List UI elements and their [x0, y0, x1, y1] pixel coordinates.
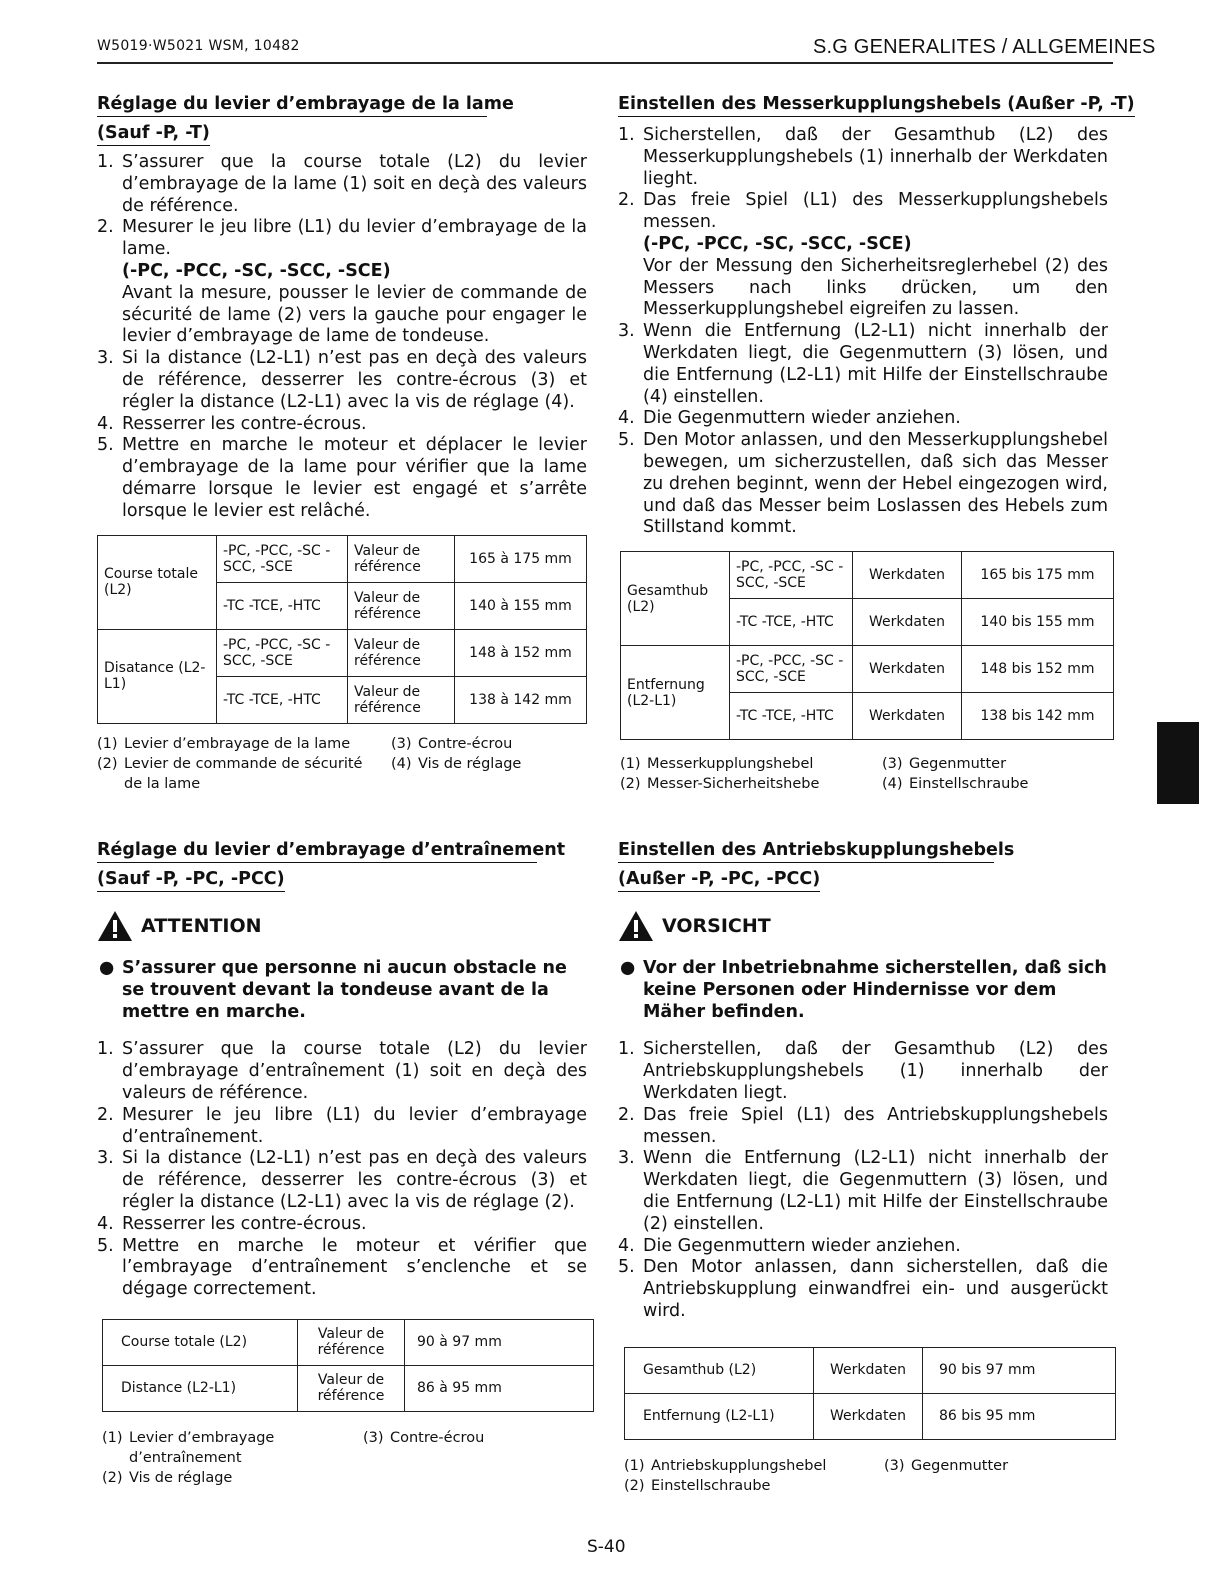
de-s1-step-4: 4. Die Gegenmuttern wieder anziehen.: [618, 408, 961, 429]
table-cell: 138 à 142 mm: [455, 676, 587, 723]
table-cell: Valeur de référence: [298, 1319, 405, 1365]
header-right: S.G GENERALITES / ALLGEMEINES: [813, 36, 1156, 58]
fr-s1-spec-table: [97, 535, 587, 724]
de-s1-spec-table: [620, 551, 1114, 740]
table-cell: 148 bis 152 mm: [962, 646, 1114, 693]
table-cell: Valeur de référence: [298, 1365, 405, 1411]
de-s2-step-4: 4. Die Gegenmuttern wieder anziehen.: [618, 1235, 961, 1256]
de-s1-group-distance: Entfernung (L2-L1): [621, 646, 730, 740]
table-cell: 86 bis 95 mm: [923, 1393, 1116, 1439]
fr-s1-steps: [97, 152, 587, 523]
de-s1-step-2-models: (-PC, -PCC, -SC, -SCC, -SCE): [643, 233, 912, 254]
table-cell: Werkdaten: [853, 693, 962, 740]
de-s2-warning-label: VORSICHT: [662, 915, 771, 937]
table-cell: -TC -TCE, -HTC: [730, 693, 853, 740]
fr-s1-step-3: 3. Si la distance (L2-L1) n’est pas en deçà des valeurs de référence, desserrer les contre-écrous (3) et régler la distance (L2-L1) avec la vis de réglage (4).: [97, 348, 587, 412]
de-s1-step-2-note: Vor der Messung den Sicherheitsreglerhebel (2) des Messers nach links drücken, um den Messerkupplungshebel eigreifen zu lassen.: [643, 255, 1108, 320]
header-left: W5019·W5021 WSM, 10482: [97, 38, 300, 54]
table-cell: Werkdaten: [814, 1393, 923, 1439]
legend-item: (3) Gegenmutter: [884, 1457, 1009, 1474]
table-cell: 90 bis 97 mm: [923, 1347, 1116, 1393]
table-cell: Valeur de référence: [348, 676, 455, 723]
fr-s1-step-5: 5. Mettre en marche le moteur et déplacer le levier d’embrayage de la lame pour vérifier que la lame démarre lorsque le levier est engagé et s’arrête lorsque le levier est relâché.: [97, 435, 587, 521]
table-cell: Werkdaten: [853, 552, 962, 599]
legend-item: (2) Messer-Sicherheitshebe: [620, 776, 820, 793]
fr-s1-step-2-note: Avant la mesure, pousser le levier de commande de sécurité de lame (2) vers la gauche pour engager le levier d’embrayage de lame de tondeuse.: [122, 282, 587, 347]
table-cell: Course totale (L2): [103, 1319, 298, 1365]
table-cell: 86 à 95 mm: [405, 1365, 594, 1411]
table-cell: Werkdaten: [814, 1347, 923, 1393]
table-cell: -PC, -PCC, -SC -SCC, -SCE: [730, 552, 853, 599]
fr-s2-title-line2: (Sauf -P, -PC, -PCC): [97, 869, 285, 892]
fr-s2-step-4: 4. Resserrer les contre-écrous.: [97, 1213, 367, 1234]
de-s2-step-5: 5. Den Motor anlassen, dann sicherstellen, daß die Antriebskupplung einwandfrei ein- und ausgerückt wird.: [618, 1257, 1108, 1321]
fr-s1-legend: [97, 734, 587, 794]
fr-s2-steps: [97, 1039, 587, 1301]
fr-s1-step-1: 1. S’assurer que la course totale (L2) du levier d’embrayage de la lame (1) soit en deçà des valeurs de référence.: [97, 152, 587, 216]
fr-s2-step-3: 3. Si la distance (L2-L1) n’est pas en deçà des valeurs de référence, desserrer les contre-écrous (3) et régler la distance (L2-L1) avec la vis de réglage (2).: [97, 1148, 587, 1212]
legend-item: (1) Messerkupplungshebel: [620, 756, 814, 773]
table-cell: 140 à 155 mm: [455, 582, 587, 629]
table-cell: -PC, -PCC, -SC -SCC, -SCE: [730, 646, 853, 693]
de-s2-safety-bullet: ● Vor der Inbetriebnahme sicherstellen, daß sich keine Personen oder Hindernisse vor dem Mäher befinden.: [620, 958, 1107, 1022]
section-tab-marker: [1157, 722, 1199, 804]
fr-s1-step-2: 2. Mesurer le jeu libre (L1) du levier d’embrayage de la lame. (-PC, -PCC, -SC, -SCC, -SCE) Avant la mesure, pousser le levier de commande de sécurité de lame (2) vers la gauche pour engager le levier d’embrayage de lame de tondeuse.: [97, 217, 587, 347]
fr-s1-title-line2: (Sauf -P, -T): [97, 123, 210, 146]
de-section-drive-clutch: [618, 840, 1108, 1500]
fr-s2-spec-table: [102, 1319, 594, 1412]
table-cell: -PC, -PCC, -SC -SCC, -SCE: [217, 535, 348, 582]
table-cell: 148 à 152 mm: [455, 629, 587, 676]
de-s1-step-1: 1. Sicherstellen, daß der Gesamthub (L2) des Messerkupplungshebels (1) innerhalb der Werkdaten lieght.: [618, 125, 1108, 189]
fr-s1-step-2-models: (-PC, -PCC, -SC, -SCC, -SCE): [122, 260, 391, 281]
table-cell: Werkdaten: [853, 646, 962, 693]
table-cell: 165 bis 175 mm: [962, 552, 1114, 599]
de-s1-steps: [618, 125, 1108, 539]
page-number: S-40: [587, 1537, 626, 1557]
fr-s2-step-1: 1. S’assurer que la course totale (L2) du levier d’embrayage d’entraînement (1) soit en deçà des valeurs de référence.: [97, 1039, 587, 1103]
fr-s2-title-line1: Réglage du levier d’embrayage d’entraînement: [97, 840, 537, 863]
table-cell: -TC -TCE, -HTC: [217, 582, 348, 629]
fr-s2-safety-bullet: ● S’assurer que personne ni aucun obstacle ne se trouvent devant la tondeuse avant de la mettre en marche.: [99, 958, 567, 1022]
legend-item: (3) Contre-écrou: [363, 1429, 485, 1446]
de-s2-title-line1: Einstellen des Antriebskupplungshebels: [618, 840, 994, 863]
de-s1-step-5: 5. Den Motor anlassen, und den Messerkupplungshebel bewegen, um sicherzustellen, daß sich das Messer zu drehen beginnt, wenn der Hebel eingezogen wird, und daß das Messer beim Loslassen des Hebels zum Stillstand kommt.: [618, 430, 1108, 538]
legend-item: (3) Gegenmutter: [882, 756, 1007, 773]
de-s2-legend: [618, 1456, 1108, 1500]
de-s2-step-1: 1. Sicherstellen, daß der Gesamthub (L2) des Antriebskupplungshebels (1) innerhalb der Werkdaten liegt.: [618, 1039, 1108, 1103]
de-s1-title: Einstellen des Messerkupplungshebels (Außer -P, -T): [618, 94, 1135, 117]
warning-triangle-icon: [618, 910, 654, 942]
fr-s1-group-total: Course totale (L2): [98, 535, 217, 629]
legend-item: (2) Vis de réglage: [102, 1469, 233, 1486]
de-s1-step-3: 3. Wenn die Entfernung (L2-L1) nicht innerhalb der Werkdaten liegt, die Gegenmuttern (3) lösen, und die Entfernung (L2-L1) mit Hilfe der Einstellschraube (4) einstellen.: [618, 321, 1108, 407]
fr-s2-legend: [97, 1428, 587, 1488]
legend-item: (1) Levier d’embrayage d’entraînement: [102, 1429, 275, 1466]
de-s2-step-3: 3. Wenn die Entfernung (L2-L1) nicht innerhalb der Werkdaten liegt, die Gegenmuttern (3) lösen, und die Entfernung (L2-L1) mit Hilfe der Einstellschraube (2) einstellen.: [618, 1148, 1108, 1234]
legend-item: (2) Einstellschraube: [624, 1477, 771, 1494]
de-s1-step-2: 2. Das freie Spiel (L1) des Messerkupplungshebels messen. (-PC, -PCC, -SC, -SCC, -SCE) Vor der Messung den Sicherheitsreglerhebel (2) des Messers nach links drücken, um den Messerkupplungshebel eigreifen zu lassen.: [618, 190, 1108, 320]
fr-s1-title-line1: Réglage du levier d’embrayage de la lame: [97, 94, 487, 117]
fr-section-blade-clutch: [97, 94, 587, 794]
table-cell: Valeur de référence: [348, 535, 455, 582]
fr-s2-warning: [97, 910, 587, 942]
de-s1-legend: [618, 754, 1108, 798]
legend-item: (4) Einstellschraube: [882, 776, 1029, 793]
legend-item: (3) Contre-écrou: [391, 735, 513, 752]
table-cell: Entfernung (L2-L1): [625, 1393, 814, 1439]
table-cell: 138 bis 142 mm: [962, 693, 1114, 740]
fr-section-drive-clutch: [97, 840, 587, 1488]
table-cell: 165 à 175 mm: [455, 535, 587, 582]
table-cell: Valeur de référence: [348, 629, 455, 676]
de-s2-spec-table: [624, 1347, 1116, 1440]
de-s2-steps: [618, 1039, 1108, 1322]
table-cell: Werkdaten: [853, 599, 962, 646]
table-cell: Gesamthub (L2): [625, 1347, 814, 1393]
warning-triangle-icon: [97, 910, 133, 942]
legend-item: (1) Levier d’embrayage de la lame: [97, 735, 351, 752]
table-cell: -TC -TCE, -HTC: [217, 676, 348, 723]
header-rule: [97, 62, 1113, 64]
table-cell: 90 à 97 mm: [405, 1319, 594, 1365]
fr-s2-step-2: 2. Mesurer le jeu libre (L1) du levier d’embrayage d’entraînement.: [97, 1104, 587, 1147]
legend-item: (1) Antriebskupplungshebel: [624, 1457, 827, 1474]
de-s2-warning: [618, 910, 1108, 942]
de-section-blade-clutch: [618, 94, 1135, 798]
legend-item: (4) Vis de réglage: [391, 755, 522, 772]
fr-s1-step-4: 4. Resserrer les contre-écrous.: [97, 413, 367, 434]
fr-s2-warning-label: ATTENTION: [141, 915, 262, 937]
table-cell: Valeur de référence: [348, 582, 455, 629]
de-s2-step-2: 2. Das freie Spiel (L1) des Antriebskupplungshebels messen.: [618, 1104, 1108, 1147]
fr-s2-step-5: 5. Mettre en marche le moteur et vérifier que l’embrayage d’entraînement s’enclenche et se dégage correctement.: [97, 1235, 587, 1300]
de-s2-title-line2: (Außer -P, -PC, -PCC): [618, 869, 820, 892]
table-cell: Distance (L2-L1): [103, 1365, 298, 1411]
table-cell: -PC, -PCC, -SC -SCC, -SCE: [217, 629, 348, 676]
fr-s1-group-distance: Disatance (L2-L1): [98, 629, 217, 723]
table-cell: -TC -TCE, -HTC: [730, 599, 853, 646]
table-cell: 140 bis 155 mm: [962, 599, 1114, 646]
legend-item: (2) Levier de commande de sécurité de la lame: [97, 755, 363, 792]
de-s1-group-total: Gesamthub (L2): [621, 552, 730, 646]
